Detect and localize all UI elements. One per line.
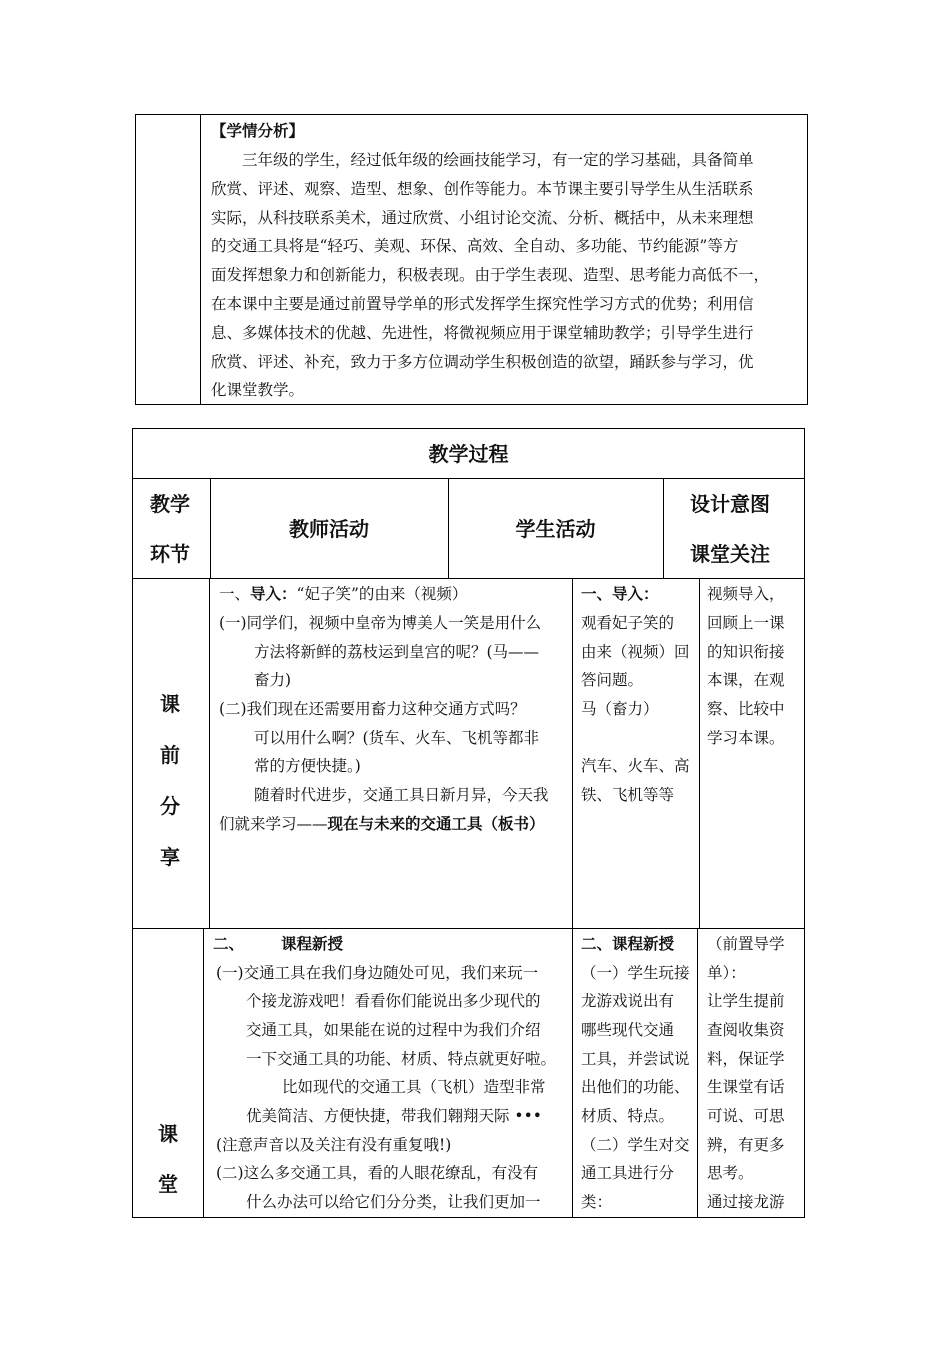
student-heading: 二、课程新授: [581, 934, 675, 953]
teacher-line: 个接龙游戏吧！看看你们能说出多少现代的: [246, 992, 541, 1010]
analysis-line: 欣赏、评述、补充，致力于多方位调动学生积极创造的欲望，踊跃参与学习，优: [211, 352, 754, 371]
design-line: 查阅收集资: [707, 1021, 785, 1039]
teacher-line: (二)我们现在还需要用畜力这种交通方式吗？: [219, 700, 526, 718]
student-line: 答问题。: [581, 671, 644, 689]
process-title: 教学过程: [428, 442, 509, 466]
teacher-line: (二)这么多交通工具，看的人眼花缭乱，有没有: [216, 1164, 539, 1182]
student-line: 马（畜力）: [581, 700, 659, 718]
col-divider: [572, 928, 573, 1218]
student-line: 哪些现代交通: [581, 1021, 675, 1039]
teacher-line: 一下交通工具的功能、材质、特点就更好啦。: [246, 1050, 557, 1068]
analysis-line: 息、多媒体技术的优越、先进性，将微视频应用于课堂辅助教学；引导学生进行: [211, 323, 754, 342]
header-design-line2: 课堂关注: [690, 542, 770, 566]
teacher-line: 优美简洁、方便快捷，带我们翱翔天际 •••: [246, 1107, 542, 1125]
student-line: 出他们的功能、: [581, 1078, 690, 1096]
design-line: 思考。: [707, 1164, 754, 1182]
header-student: 学生活动: [515, 517, 596, 541]
student-line: 龙游戏说出有: [581, 992, 675, 1010]
design-line: 的知识衔接: [707, 643, 785, 661]
analysis-line: 的交通工具将是“轻巧、美观、环保、高效、全自动、多功能、节约能源”等方: [211, 237, 739, 256]
analysis-heading: 【学情分析】: [211, 121, 305, 140]
analysis-line: 在本课中主要是通过前置导学单的形式发挥学生探究性学习方式的优势；利用信: [211, 294, 754, 313]
col-divider: [209, 578, 210, 928]
design-line: 让学生提前: [707, 992, 785, 1010]
stage-char: 课: [158, 1122, 178, 1146]
student-line: 工具，并尝试说: [581, 1050, 690, 1068]
header-design-line1: 设计意图: [690, 492, 770, 516]
row-divider: [132, 478, 805, 479]
student-line: （一）学生玩接: [581, 964, 690, 982]
analysis-line: 三年级的学生，经过低年级的绘画技能学习，有一定的学习基础，具备简单: [211, 151, 754, 169]
design-line: 本课，在观: [707, 671, 785, 689]
student-line: 观看妃子笑的: [581, 614, 675, 632]
design-line: 学习本课。: [707, 729, 785, 747]
col-divider: [572, 578, 573, 928]
teacher-line: [219, 810, 545, 839]
student-line: 由来（视频）回: [581, 643, 690, 661]
design-line: 视频导入，: [707, 585, 785, 603]
col-divider: [663, 478, 664, 578]
stage-char: 分: [160, 794, 180, 818]
teacher-line: 可以用什么啊？(货车、火车、飞机等都非: [254, 729, 540, 747]
row-divider: [132, 928, 805, 929]
design-line: （前置导学: [707, 935, 785, 953]
teacher-line-prefix: 们就来学习——: [219, 815, 328, 833]
design-line: 生课堂有话: [707, 1078, 785, 1096]
header-teacher: 教师活动: [289, 517, 369, 541]
analysis-line: 欣赏、评述、观察、造型、想象、创作等能力。本节课主要引导学生从生活联系: [211, 179, 754, 198]
student-line: 汽车、火车、高: [581, 757, 690, 775]
teacher-line-prefix: 一、: [219, 585, 251, 603]
col-divider: [203, 928, 204, 1218]
teacher-line: [219, 580, 467, 609]
teacher-line-bold: 导入：: [250, 584, 297, 603]
student-line: 材质、特点。: [581, 1107, 675, 1125]
student-line: 类：: [581, 1193, 613, 1211]
teacher-line-suffix: “妃子笑”的由来（视频）: [296, 585, 468, 603]
teacher-line: 畜力): [254, 671, 292, 689]
design-line: 回顾上一课: [707, 614, 785, 632]
teacher-line: 比如现代的交通工具（飞机）造型非常: [282, 1078, 546, 1096]
student-heading: 一、导入：: [581, 584, 659, 603]
stage-char: 享: [160, 845, 180, 869]
analysis-line: 实际，从科技联系美术，通过欣赏、小组讨论交流、分析、概括中，从未来理想: [211, 208, 754, 227]
teacher-line: 常的方便快捷。): [254, 757, 361, 775]
header-stage-line2: 环节: [150, 542, 190, 566]
teacher-line: 什么办法可以给它们分分类，让我们更加一: [246, 1193, 541, 1211]
teacher-line: 方法将新鲜的荔枝运到皇宫的呢？(马——: [254, 643, 540, 661]
design-line: 辨，有更多: [707, 1136, 785, 1154]
teacher-heading: 课程新授: [281, 934, 344, 953]
design-line: 料，保证学: [707, 1050, 785, 1068]
student-line: 铁、飞机等等: [581, 786, 675, 804]
teacher-line-bold: 现在与未来的交通工具（板书）: [327, 814, 545, 833]
col-divider: [699, 578, 700, 928]
student-line: （二）学生对交: [581, 1136, 690, 1154]
design-line: 察、比较中: [707, 700, 785, 718]
stage-char: 堂: [158, 1172, 178, 1196]
design-line: 通过接龙游: [707, 1193, 785, 1211]
analysis-body: [211, 146, 769, 405]
teacher-line: (一)交通工具在我们身边随处可见，我们来玩一: [216, 964, 539, 982]
design-line: 可说、可思: [707, 1107, 785, 1125]
teacher-heading-number: 二、: [213, 934, 245, 953]
analysis-line: 化课堂教学。: [211, 381, 305, 400]
header-stage-line1: 教学: [150, 492, 190, 516]
teacher-line: 随着时代进步，交通工具日新月异，今天我: [254, 786, 549, 804]
analysis-line: 面发挥想象力和创新能力，积极表现。由于学生表现、造型、思考能力高低不一，: [211, 266, 770, 285]
analysis-divider: [200, 114, 201, 405]
stage-char: 前: [160, 743, 180, 767]
col-divider: [697, 928, 698, 1218]
student-line: 通工具进行分: [581, 1164, 675, 1182]
stage-char: 课: [160, 692, 180, 716]
design-line: 单）：: [707, 964, 746, 982]
teacher-line: (一)同学们，视频中皇帝为博美人一笑是用什么: [219, 614, 542, 632]
row-divider: [132, 578, 805, 579]
teacher-line: (注意声音以及关注有没有重复哦!): [216, 1136, 452, 1154]
teacher-line: 交通工具，如果能在说的过程中为我们介绍: [246, 1021, 541, 1039]
